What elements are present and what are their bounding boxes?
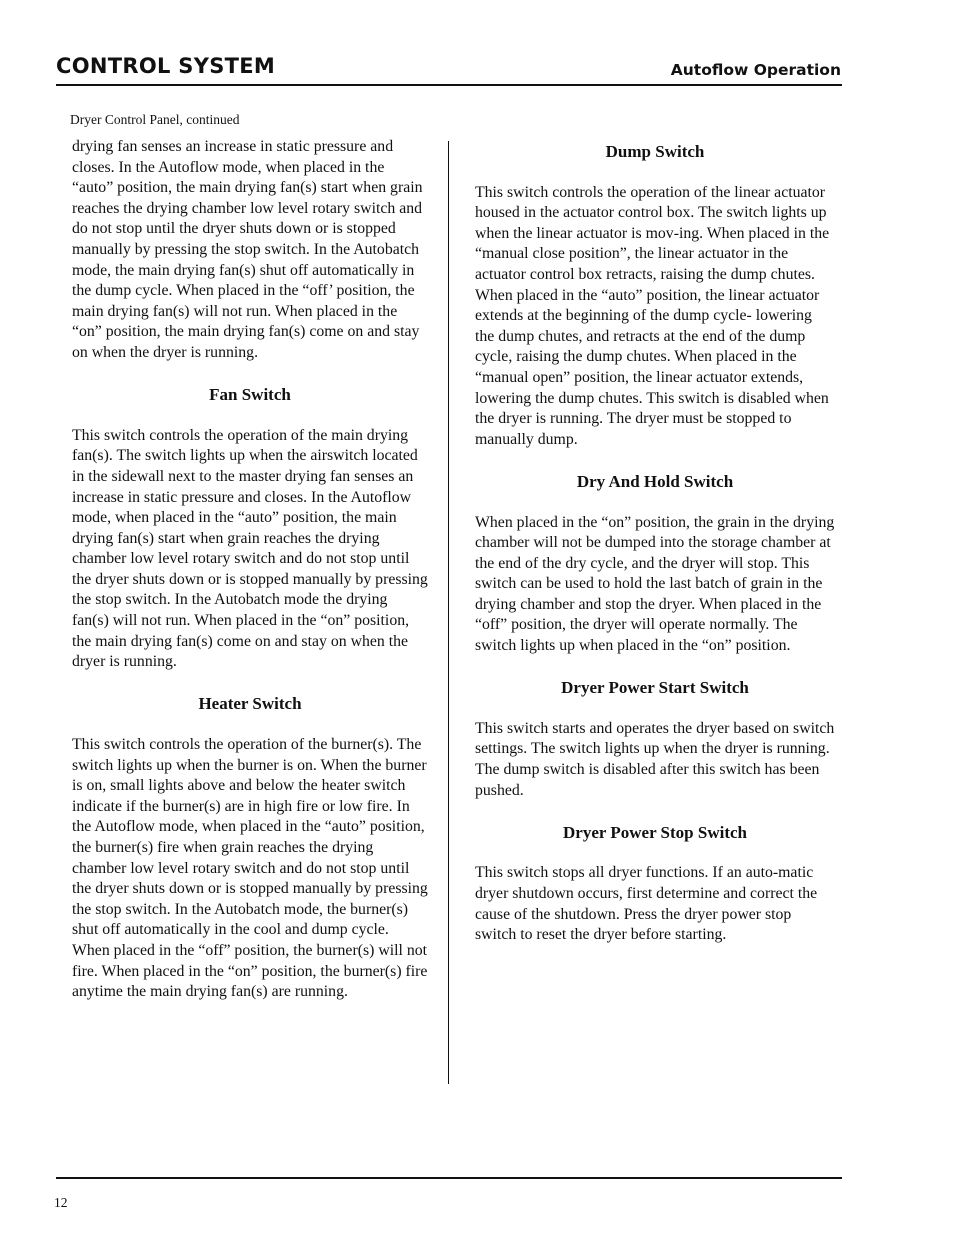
power-stop-switch-heading: Dryer Power Stop Switch bbox=[563, 822, 747, 842]
right-column bbox=[475, 141, 835, 946]
continued-label: Dryer Control Panel, continued bbox=[70, 112, 240, 127]
fan-switch-paragraph: This switch controls the operation of the main drying fan(s). The switch lights up when the airswitch located in the sidewall next to the master drying fan senses an increase in static pressure and closes. In the Autoflow mode, when placed in the “auto” position, the main drying fan(s) start when grain reaches the drying chamber low level rotary switch and do not stop until the dryer shuts down or is stopped manually by pressing the stop switch. In the Autobatch mode the drying fan(s) will not run. When placed in the “on” position, the main drying fan(s) come on and stay on when the dryer is running. bbox=[72, 426, 428, 671]
page-title: CONTROL SYSTEM bbox=[56, 54, 276, 78]
power-start-switch-heading: Dryer Power Start Switch bbox=[561, 678, 749, 698]
intro-paragraph: drying fan senses an increase in static pressure and closes. In the Autoflow mode, when placed in the “auto” position, the main drying fan(s) start when grain reaches the drying chamber low level rotary switch and do not stop until the dryer shuts down or is stopped manually by pressing the stop switch. In the Autobatch mode, the main drying fan(s) shut off automatically in the dump cycle. When placed in the “off’ position, the main drying fan(s) will not run. When placed in the “on” position, the main drying fan(s) come on and stay on when the dryer is running. bbox=[72, 138, 423, 361]
power-stop-switch-paragraph: This switch stops all dryer functions. If an auto-matic dryer shutdown occurs, first determine and correct the cause of the shutdown. Press the dryer power stop switch to reset the dryer before starting. bbox=[475, 864, 818, 944]
fan-switch-heading: Fan Switch bbox=[209, 385, 291, 405]
heater-switch-paragraph: This switch controls the operation of the burner(s). The switch lights up when the burner is on. When the burner is on, small lights above and below the heater switch indicate if the burner(s) are in high fire or low fire. In the Autoflow mode, when placed in the “auto” position, the burner(s) fire when grain reaches the drying chamber low level rotary switch and do not stop until the dryer shuts down or is stopped manually by pressing the stop switch. In the Autobatch mode, the burner(s) shut off automatically in the cool and dump cycle. When placed in the “off” position, the burner(s) will not fire. When placed in the “on” position, the burner(s) fire anytime the main drying fan(s) are running. bbox=[72, 736, 428, 1001]
header-rule bbox=[56, 84, 842, 86]
column-divider bbox=[448, 141, 449, 1084]
dump-switch-paragraph: This switch controls the operation of the linear actuator housed in the actuator control box. The switch lights up when the linear actuator is mov-ing. When placed in the “manual close position”, the linear actuator in the actuator control box retracts, raising the dump chutes. When placed in the “auto” position, the linear actuator extends at the beginning of the dump cycle- lowering the dump chutes, and retracts at the end of the dump cycle, raising the dump chutes. When placed in the “manual open” position, the linear actuator extends, lowering the dump chutes. This switch is disabled when the dryer is running. The dryer must be stopped to manually dump. bbox=[475, 183, 830, 448]
dry-and-hold-switch-heading: Dry And Hold Switch bbox=[576, 471, 734, 491]
dry-and-hold-switch-paragraph: When placed in the “on” position, the grain in the drying chamber will not be dumped into the storage chamber at the end of the dry cycle, and the dryer will stop. This switch can be used to hold the last batch of grain in the drying chamber and stop the dryer. When placed in the “off” position, the dryer will operate normally. The switch lights up when placed in the “on” position. bbox=[475, 513, 835, 655]
left-column bbox=[72, 137, 428, 1003]
heater-switch-heading: Heater Switch bbox=[198, 694, 302, 714]
section-title: Autoflow Operation bbox=[670, 61, 841, 79]
dump-switch-heading: Dump Switch bbox=[605, 142, 705, 161]
footer-rule bbox=[56, 1177, 842, 1179]
power-start-switch-paragraph: This switch starts and operates the dryer based on switch settings. The switch lights up when the dryer is running. The dump switch is disabled after this switch has been pushed. bbox=[475, 719, 835, 799]
page-number: 12 bbox=[54, 1195, 68, 1210]
